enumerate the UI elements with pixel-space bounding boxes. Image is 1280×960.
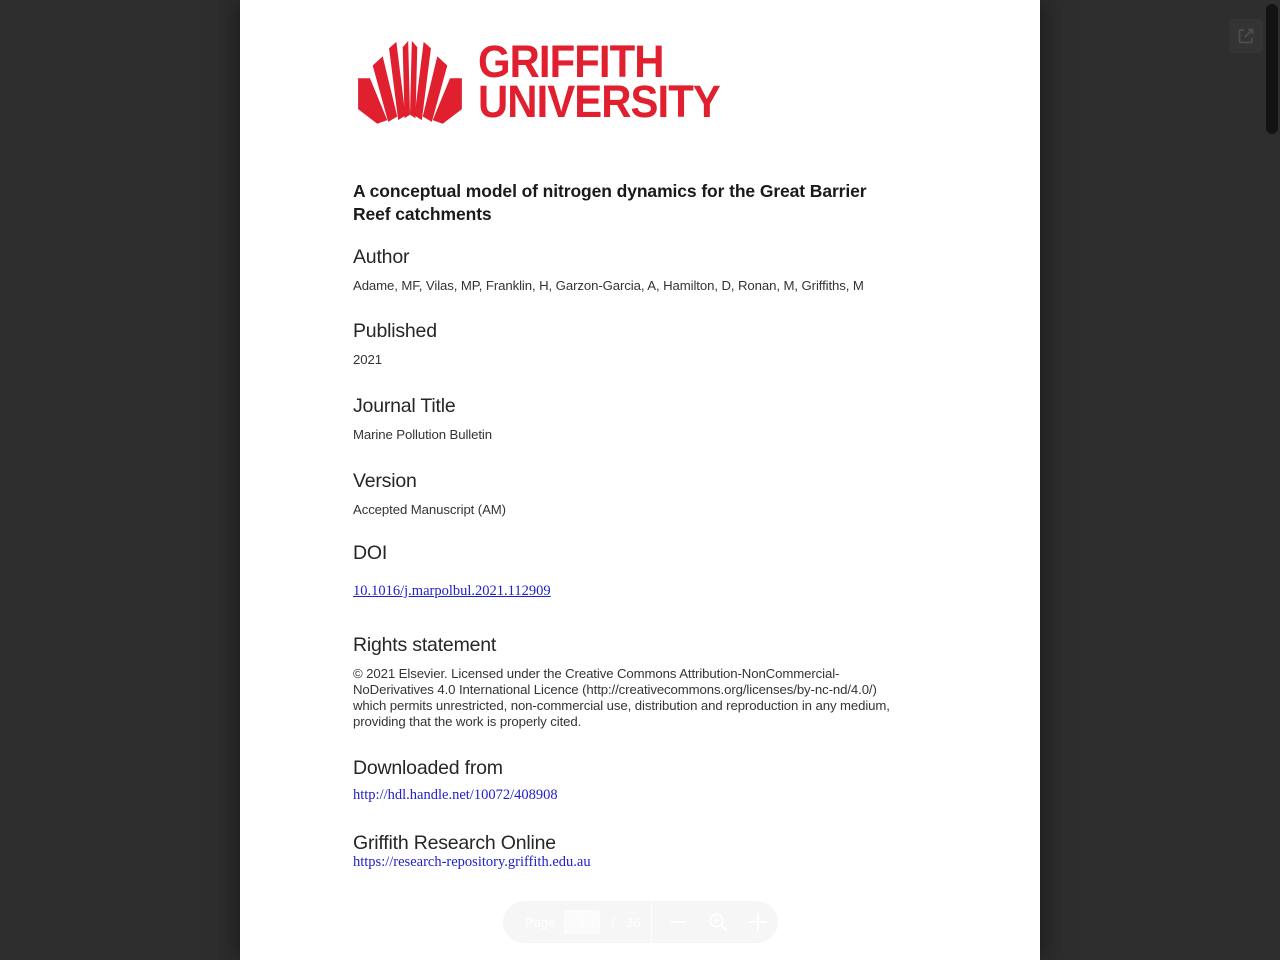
plus-icon <box>749 913 767 931</box>
title-line-1: A conceptual model of nitrogen dynamics for the Great Barrier <box>353 181 867 201</box>
doi-link[interactable]: 10.1016/j.marpolbul.2021.112909 <box>353 583 551 599</box>
griffith-logo <box>353 36 738 131</box>
toolbar-divider <box>651 901 652 943</box>
journal-title-heading: Journal Title <box>353 395 456 417</box>
rights-line-2: NoDerivatives 4.0 International Licence (http://creativecommons.org/licenses/by-nc-nd/4.0/) <box>353 682 877 697</box>
version-heading: Version <box>353 470 417 492</box>
logo-line-1: GRIFFITH <box>478 36 664 87</box>
page-total: 36 <box>626 914 641 930</box>
title-line-2: Reef catchments <box>353 204 492 224</box>
rights-line-4: providing that the work is properly cited. <box>353 714 582 729</box>
page-number-input[interactable] <box>564 910 600 934</box>
handle-link[interactable]: http://hdl.handle.net/10072/408908 <box>353 787 558 803</box>
published-year: 2021 <box>353 352 382 367</box>
journal-title-value: Marine Pollution Bulletin <box>353 427 492 442</box>
scrollbar-thumb[interactable] <box>1266 4 1278 134</box>
document-title <box>353 180 913 226</box>
published-heading: Published <box>353 320 437 342</box>
author-names: Adame, MF, Vilas, MP, Franklin, H, Garzon-Garcia, A, Hamilton, D, Ronan, M, Griffiths, M <box>353 278 864 293</box>
version-value: Accepted Manuscript (AM) <box>353 502 506 517</box>
zoom-out-button[interactable] <box>663 907 693 937</box>
rights-statement <box>353 666 931 730</box>
pdf-page <box>240 0 1040 960</box>
author-heading: Author <box>353 246 410 268</box>
zoom-search-button[interactable] <box>703 907 733 937</box>
zoom-in-button[interactable] <box>743 907 773 937</box>
griffith-research-online-heading: Griffith Research Online <box>353 832 556 854</box>
open-in-new-button[interactable] <box>1229 19 1263 53</box>
griffith-logo-text <box>478 36 720 131</box>
downloaded-from-heading: Downloaded from <box>353 757 503 779</box>
griffith-logo-mark-icon <box>353 40 467 131</box>
magnifier-icon <box>707 911 729 933</box>
rights-line-1: © 2021 Elsevier. Licensed under the Creative Commons Attribution-NonCommercial- <box>353 666 840 681</box>
rights-line-3: which permits unrestricted, non-commercial use, distribution and reproduction in any medium, <box>353 698 890 713</box>
open-in-new-icon <box>1236 26 1256 46</box>
page-label: Page <box>525 914 556 930</box>
pdf-toolbar <box>503 901 778 943</box>
repository-link[interactable]: https://research-repository.griffith.edu.au <box>353 854 591 870</box>
doi-heading: DOI <box>353 542 388 564</box>
page-separator: / <box>611 914 615 930</box>
minus-icon <box>670 921 686 923</box>
rights-heading: Rights statement <box>353 634 497 656</box>
logo-line-2: UNIVERSITY <box>478 76 720 127</box>
